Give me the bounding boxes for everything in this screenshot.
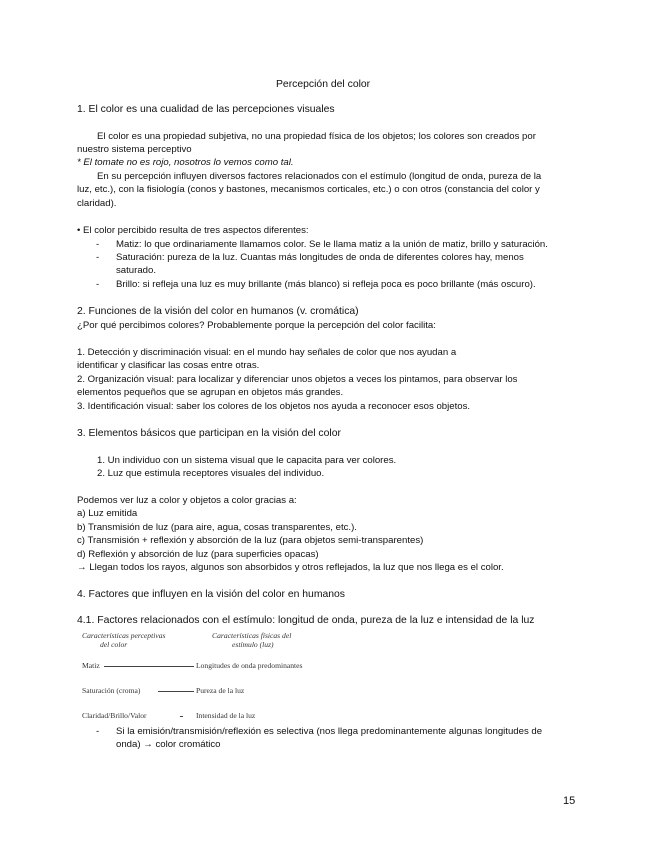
s3-list-b: b) Transmisión de luz (para aire, agua, cosas transparentes, etc.). (77, 522, 357, 533)
s1-paragraph-1-line-2: nuestro sistema perceptivo (77, 144, 192, 155)
section-3-heading: 3. Elementos básicos que participan en la visión del color (77, 428, 341, 439)
s3-list-a: a) Luz emitida (77, 508, 138, 519)
s2-question: ¿Por qué percibimos colores? Probablemente porque la percepción del color facilita: (77, 320, 436, 331)
s4-bullet-line-2: onda) → color cromático (116, 739, 221, 750)
s1-example-note: * El tomate no es rojo, nosotros lo vemos como tal. (77, 157, 294, 168)
list-dash: - (96, 239, 100, 250)
aspect-matiz: Matiz: lo que ordinariamente llamamos color. Se le llama matiz a la unión de matiz, brillo y saturación. (116, 239, 548, 250)
figure-row-right: Pureza de la luz (196, 686, 245, 695)
page-number: 15 (563, 795, 576, 807)
aspect-brillo: Brillo: si refleja una luz es muy brillante (más blanco) si refleja poca es poco brillante (más oscuro). (116, 279, 536, 290)
list-dash: - (96, 279, 100, 290)
section-4-heading: 4. Factores que influyen en la visión del color en humanos (77, 589, 346, 600)
figure-connector-line (104, 666, 194, 667)
s3-list-c: c) Transmisión + reflexión y absorción de la luz (para objetos semi-transparentes) (77, 535, 424, 546)
figure-left-header-line-2: del color (100, 640, 128, 649)
function-1-line-2: identificar y clasificar las cosas entre otras. (77, 360, 260, 371)
figure-left-header-line-1: Características perceptivas (82, 631, 166, 640)
list-dash: - (96, 252, 100, 263)
function-3: 3. Identificación visual: saber los colores de los objetos nos ayuda a reconocer esos objetos. (77, 401, 471, 412)
function-2-line-2: elementos pequeños que se agrupan en objetos más grandes. (77, 387, 344, 398)
figure-row-right: Intensidad de la luz (196, 711, 256, 720)
figure-row-left: Saturación (croma) (82, 686, 141, 695)
section-1-heading: 1. El color es una cualidad de las percepciones visuales (77, 104, 335, 115)
s1-paragraph-1-line-1: El color es una propiedad subjetiva, no una propiedad física de los objetos; los colores son creados por (97, 131, 536, 142)
s3-intro: Podemos ver luz a color y objetos a color gracias a: (77, 495, 297, 506)
aspect-saturacion: Saturación: pureza de la luz. Cuantas más longitudes de onda de diferentes colores hay, menos (116, 252, 524, 263)
figure-row-left: Matiz (82, 661, 100, 670)
s1-paragraph-2-line-1: En su percepción influyen diversos factores relacionados con el estímulo (longitud de onda, pureza de la (97, 171, 542, 182)
s1-paragraph-2-line-2: luz, etc.), con la fisiología (conos y bastones, mecanismos corticales, etc.) o con otros (constancia del color y (77, 184, 540, 195)
page-title: Percepción del color (276, 79, 371, 90)
s3-conclusion: → Llegan todos los rayos, algunos son absorbidos y otros reflejados, la luz que nos llega es el color. (77, 562, 504, 573)
color-characteristics-figure (80, 630, 370, 720)
figure-right-header-line-1: Características físicas del (212, 631, 292, 640)
function-2-line-1: 2. Organización visual: para localizar y diferenciar unos objetos a veces los pintamos, para observar los (77, 374, 518, 385)
figure-right-header-line-2: estímulo (luz) (232, 640, 274, 649)
s3-list-d: d) Reflexión y absorción de luz (para superficies opacas) (77, 549, 319, 560)
section-2-heading: 2. Funciones de la visión del color en humanos (v. cromática) (77, 306, 359, 317)
figure-connector-line (180, 716, 183, 717)
figure-connector-line (158, 691, 194, 692)
figure-row-left: Claridad/Brillo/Valor (82, 711, 147, 720)
figure-row-right: Longitudes de onda predominantes (196, 661, 303, 670)
s1-paragraph-2-line-3: claridad). (77, 198, 117, 209)
aspects-intro: • El color percibido resulta de tres aspectos diferentes: (77, 225, 309, 236)
aspect-saturacion-cont: saturado. (116, 265, 157, 276)
list-dash: - (96, 726, 100, 737)
element-item-2: 2. Luz que estimula receptores visuales del individuo. (97, 468, 325, 479)
element-item-1: 1. Un individuo con un sistema visual que le capacita para ver colores. (97, 455, 397, 466)
function-1-line-1: 1. Detección y discriminación visual: en el mundo hay señales de color que nos ayudan a (77, 347, 457, 358)
section-4-1-heading: 4.1. Factores relacionados con el estímulo: longitud de onda, pureza de la luz e intensidad de la luz (77, 615, 535, 626)
s4-bullet-line-1: Si la emisión/transmisión/reflexión es selectiva (nos llega predominantemente algunas longitudes de (116, 726, 543, 737)
